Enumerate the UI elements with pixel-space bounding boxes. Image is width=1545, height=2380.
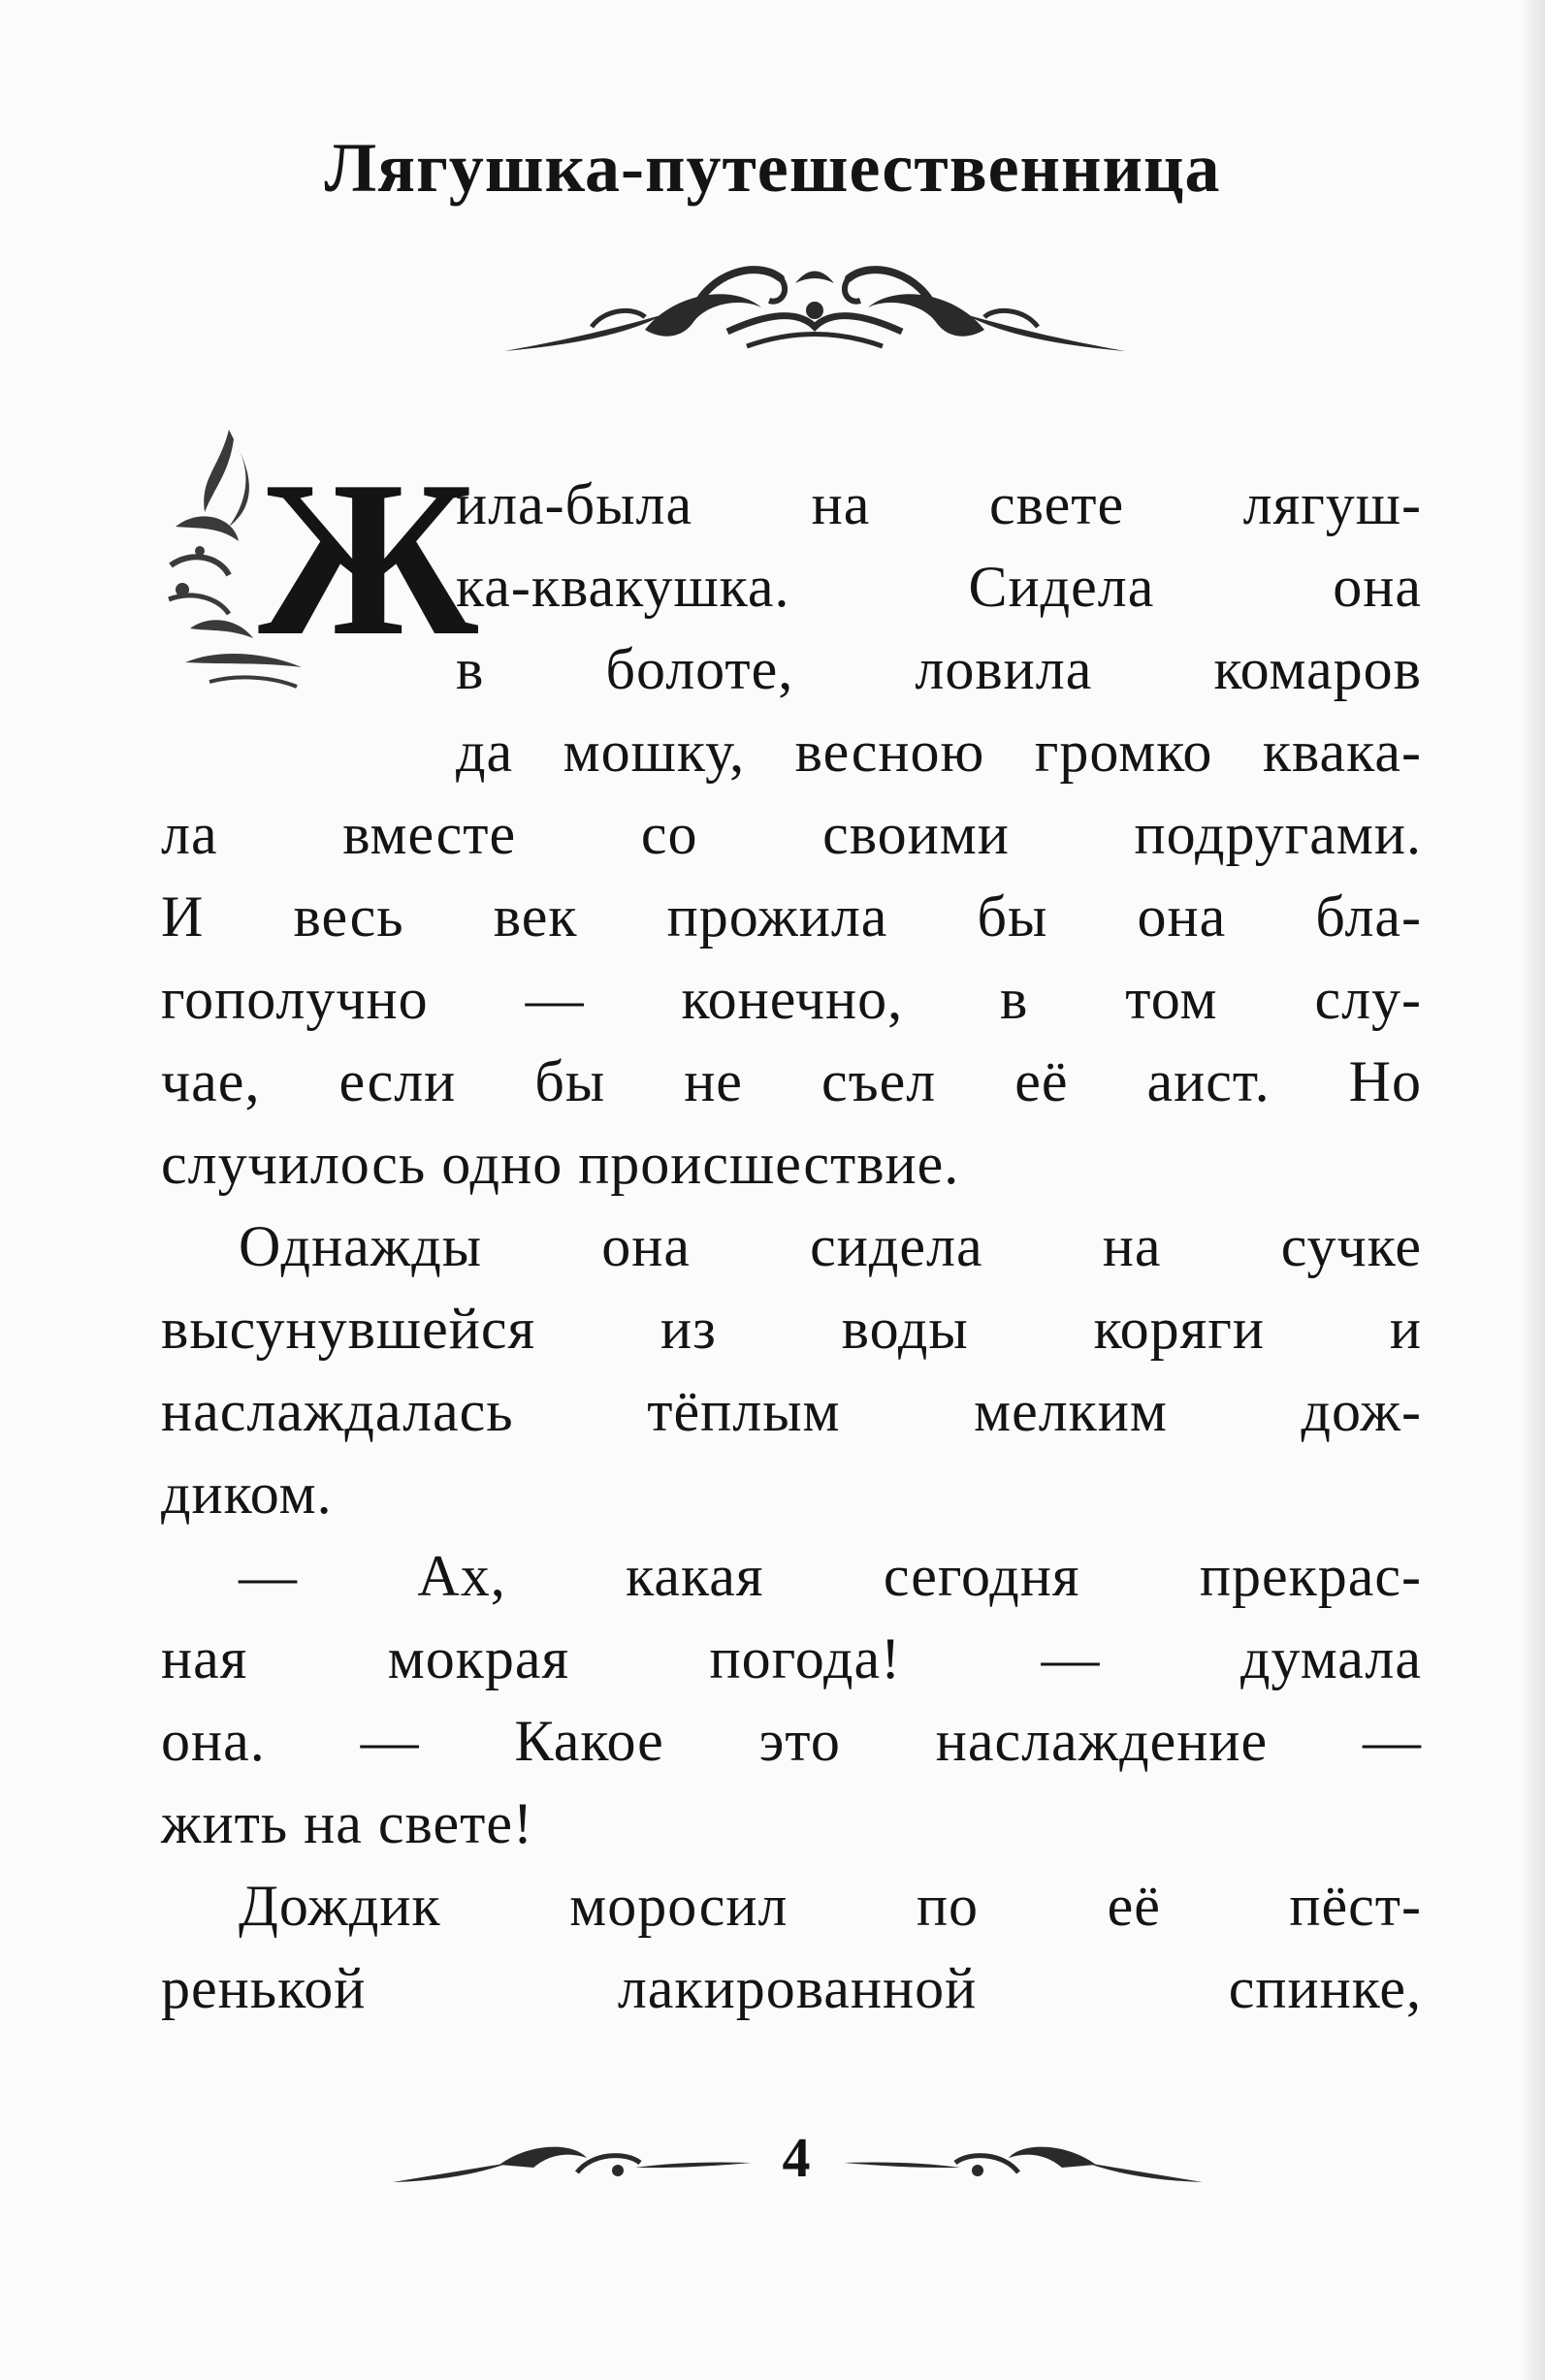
text-line: в болоте, ловила комаров	[456, 637, 1422, 701]
text-line: ила-была на свете лягуш-	[456, 472, 1422, 536]
text-line: она. — Какое это наслаждение —	[161, 1709, 1422, 1773]
text-line: жить на свете!	[161, 1791, 533, 1855]
text-line: Дождик моросил по её пёст-	[239, 1874, 1422, 1938]
text-line: ка-квакушка. Сидела она	[456, 555, 1422, 619]
text-line: диком.	[161, 1462, 333, 1526]
text-line: ная мокрая погода! — думала	[161, 1626, 1422, 1690]
text-line: ренькой лакированной спинке,	[161, 1956, 1422, 2020]
page-number: 4	[782, 2126, 811, 2189]
story-body	[161, 434, 1422, 2030]
text-line: высунувшейся из воды коряги и	[161, 1297, 1422, 1361]
drop-cap	[161, 434, 480, 714]
text-line: чае, если бы не съел её аист. Но	[161, 1049, 1422, 1113]
story-title: Лягушка-путешественница	[324, 129, 1221, 207]
floral-flourish-icon	[499, 254, 1130, 370]
text-line: Однажды она сидела на сучке	[239, 1214, 1422, 1278]
text-line: да мошку, весною громко квака-	[456, 720, 1422, 784]
text-line: гополучно — конечно, в том слу-	[161, 967, 1422, 1031]
swirl-divider-icon	[844, 2134, 1203, 2192]
swirl-divider-icon	[393, 2134, 752, 2192]
text-line: ла вместе со своими подругами.	[161, 802, 1422, 866]
text-line: — Ах, какая сегодня прекрас-	[239, 1544, 1422, 1608]
text-line: случилось одно происшествие.	[161, 1132, 960, 1196]
drop-cap-letter: Ж	[258, 434, 480, 682]
text-line: И весь век прожила бы она бла-	[161, 884, 1422, 949]
text-line: наслаждалась тёплым мелким дож-	[161, 1379, 1422, 1443]
page-edge-shadow	[1520, 0, 1545, 2380]
